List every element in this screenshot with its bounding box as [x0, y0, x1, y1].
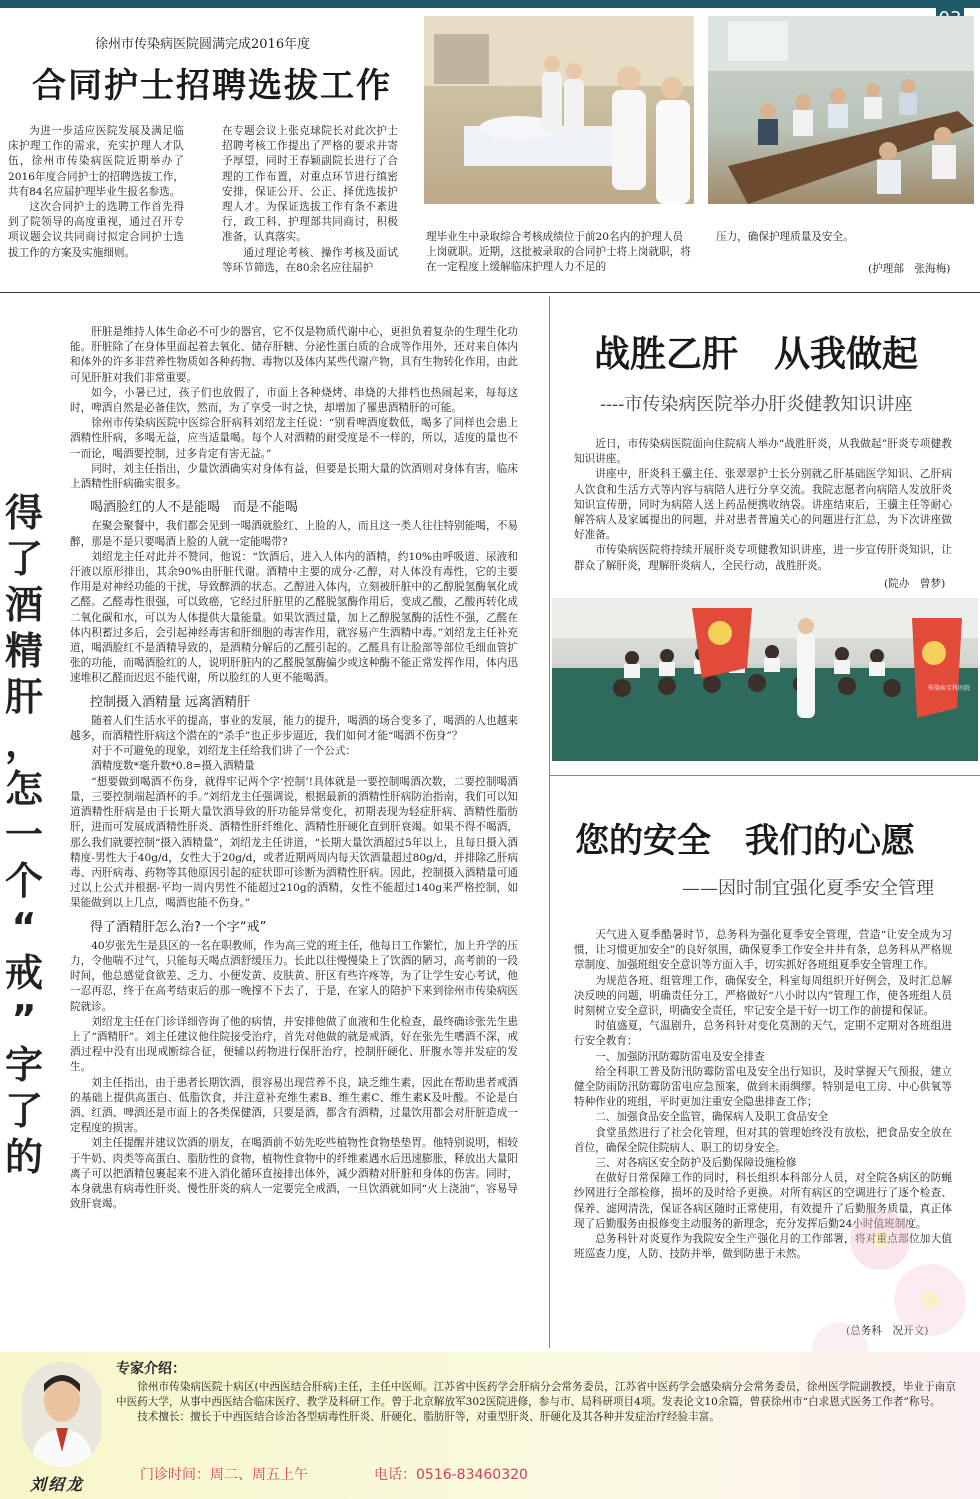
top-color-bar: [0, 0, 980, 8]
expert-portrait: [22, 1362, 102, 1467]
safety-subtitle: ——因时制宜强化夏季安全管理: [682, 878, 934, 899]
subheading: 喝酒脸红的人不是能喝 而是不能喝: [90, 500, 299, 516]
expert-signature: 刘绍龙: [30, 1475, 85, 1494]
subheading: 控制摄入酒精量 远离酒精肝: [90, 694, 251, 710]
top-divider: [0, 292, 980, 293]
paragraph: 压力，确保护理质量及安全。: [716, 231, 854, 243]
portrait-illustration: [22, 1362, 102, 1467]
paragraph: 随着人们生活水平的提高，事业的发展，能力的提升，喝酒的场合变多了，喝酒的人也越来越多，而酒精性肝病这个潜在的“杀手”也正步步逼近，我们如何才能“喝酒不伤身”？: [70, 714, 518, 743]
paragraph: 在聚会聚餐中，我们都会见到一喝酒就脸红、上脸的人，而且这一类人往往特别能喝，不易醉，那是不是只要喝酒上脸的人就一定能喝带?: [70, 520, 518, 548]
safety-title: 您的安全 我们的心愿: [575, 821, 915, 861]
top-title: 合同护士招聘选拔工作: [32, 66, 392, 106]
paragraph: 刘绍龙主任对此并不赞同，他说：“饮酒后，进入人体内的酒精，约10%由呼吸道、尿液和汗液以原形排出，其余90%由肝脏代谢。酒精中主要的成分-乙醇，对人体没有毒性，它的主要作用是对神经功能的干扰，导致醉酒的状态。乙醇进入体内，立刻被肝脏中的乙醇脱氢酶氧化成乙醛。乙醛毒性很强，可以致癌，它经过肝脏里的乙醛脱氢酶作用后，变成乙酸，乙酸再转化成二氧化碳和水，可以为人体提供大量能量。如果饮酒过量，加上乙醇脱氢酶的活性不强，乙醛在体内积蓄过多后，会引起神经毒害和肝细胞的毒害作用，就容易产生酒精中毒。”刘绍龙主任补充道，喝酒脸红不是酒精导致的，是酒精分解后的乙醛引起的。乙醛具有让脸部等部位毛细血管扩张的功能，而喝酒脸红的人，说明肝脏内的乙醛脱氢酶偏少或这种酶不能正常发挥作用，体内迅速堆积乙醛而迟迟不能代谢，所以脸红的人更不能喝酒。: [70, 550, 518, 685]
safety-byline: (总务科 况开文): [846, 1325, 929, 1337]
hep-body: [574, 437, 952, 574]
hep-subtitle: ----市传染病医院举办肝炎健教知识讲座: [600, 394, 913, 415]
banner-text: 传染病专科医院: [928, 685, 971, 692]
paragraph: 同时，刘主任指出，少量饮酒确实对身体有益，但要是长期大量的饮酒则对身体有害，临床上酒精性肝病确实很多。: [70, 462, 518, 491]
formula: 酒精度数*毫升数*0.8=摄入酒精量: [91, 760, 255, 773]
paragraph: 为规范各班、组管理工作，确保安全，科室每周组织开好例会，及时汇总解决反映的问题，明确责任分工，严格做好“八小时以内”管理工作，使各班组人员时刻树立安全意识，明确安全责任，牢记安全是干好一切工作的前提和保证。: [574, 974, 952, 1018]
paragraph: 理毕业生中录取综合考核成绩位于前20名内的护理人员上岗就职。近期，这批被录取的合同护士将上岗就职，将在一定程度上缓解临床护理人力不足的: [426, 231, 691, 274]
meeting-photo: [708, 16, 974, 204]
vertical-title: 得 了 酒 精 肝 ， 怎 一 个 “ 戒 ” 字 了 的: [4, 491, 43, 1179]
paragraph: 在做好日常保障工作的同时，科长组织本科部分人员，对全院各病区的防蝇纱网进行全部检修，损坏的及时给予更换。对所有病区的空调进行了逐个检查、保养、滤网清洗，保证各病区随时正常使用，有效提升了后勤服务质量，真正体现了后勤服务由报修变主动服务的新理念，充分发挥后勤24小时值班制度。: [574, 1172, 952, 1230]
paragraph: 一、加强防汛防霉防雷电及安全排查: [595, 1050, 765, 1063]
hep-title: 战胜乙肝 从我做起: [594, 334, 919, 375]
paragraph: 食堂虽然进行了社会化管理，但对其的管理始终没有放松，把食品安全放在首位，确保全院住院病人、职工的切身安全。: [574, 1126, 952, 1154]
nurse-exam-illustration: [424, 16, 694, 204]
paragraph: 刘主任提醒并建议饮酒的朋友，在喝酒前不妨先吃些植物性食物垫垫胃。他特别说明，相较于牛奶、肉类等高蛋白、脂肪性的食物，植物性食物中的纤维素遇水后迅速膨胀，释放出大量阳离子可以把酒精包裹起来不进入消化循环直接排出体外，减少酒精对肝脏和身体的伤害。同时，本身就患有病毒性肝炎、慢性肝炎的病人一定要完全戒酒，一旦饮酒就如同“火上浇油”，容易导致肝衰竭。: [70, 1137, 518, 1211]
lecture-illustration: [552, 598, 978, 761]
paragraph: 市传染病医院将持续开展肝炎专项健教知识讲座，进一步宣传肝炎知识，让群众了解肝炎，理解肝炎病人，全民行动，战胜肝炎。: [574, 544, 952, 572]
hep-byline: (院办 曾梦): [884, 578, 946, 590]
paragraph: 徐州市传染病医院中医综合肝病科刘绍龙主任说：“别看啤酒度数低，喝多了同样也会患上酒精性肝病，多喝无益，应当适量喝。每个人对酒精的耐受度是不一样的，所以，适度的量也不一而论，喝酒要控制，过多肯定有害无益。”: [70, 417, 518, 460]
lecture-photo: [552, 598, 978, 761]
nurse-exam-photo: [424, 16, 694, 204]
top-byline: (护理部 张海梅): [868, 263, 951, 275]
top-col-3: [426, 230, 691, 276]
paragraph: “想要做到喝酒不伤身，就得牢记两个字‘控制’!具体就是一要控制喝酒次数，二要控制喝酒量，三要控制端起酒杯的手。”刘绍龙主任强调说，根据最新的酒精性肝病防治指南，我们可以知道酒精性肝病是由于长期大量饮酒导致的肝功能异常变化，初期表现为轻症肝病、酒精性脂肪肝，进而可发展成酒精性肝炎、酒精性肝纤维化、酒精性肝硬化直到肝衰竭。如果不得不喝酒，那么我们就要控制“摄入酒精量”，刘绍龙主任讲道，“长期大量饮酒超过5年以上，且每日摄入酒精度-男性大于40g/d，女性大于20g/d，或者近期两周内每天饮酒量超过80g/d，并排除乙肝病毒、丙肝病毒、药物等其他原因引起的症状即可诊断为酒精性肝病。因此，控制摄入酒精量可通过以上公式并根据-平均一周内男性不能超过210g的酒精，女性不能超过140g来严格控制，如果能做到以上几点，喝酒也能不伤身。”: [70, 775, 518, 910]
expert-bio: [116, 1380, 956, 1426]
top-col-2: [222, 124, 398, 276]
paragraph: 三、对各病区安全防护及后勤保障设施检修: [595, 1157, 797, 1170]
paragraph: 二、加强食品安全监管，确保病人及职工食品安全: [595, 1111, 829, 1124]
phone-number: 电话：0516-83460320: [374, 1467, 528, 1483]
top-kicker: 徐州市传染病医院圆满完成2016年度: [95, 37, 311, 52]
column-divider: [549, 296, 550, 1348]
paragraph: 近日，市传染病医院面向住院病人举办“战胜肝炎，从我做起”肝炎专项健教知识讲座。: [574, 438, 952, 466]
paragraph: 刘绍龙主任在门诊详细咨询了他的病情，并安排他做了血液和生化检查，最终确诊张先生患上了“酒精肝”。刘主任建议他住院接受治疗，首先对他做的就是戒酒，好在张先生嗜酒不深，戒酒过程中没有出现戒断综合征，便辅以药物进行保肝治疗，控制肝硬化、肝腹水等并发症的发生。: [70, 1015, 518, 1074]
paragraph: 徐州市传染病医院十病区(中西医结合肝病)主任，主任中医师。江苏省中医药学会肝病分会常务委员，江苏省中医药学会感染病分会常务委员，徐州医学院副教授，毕业于南京中医药大学，从事中西医结合临床医疗、教学及科研工作。曾于北京解放军302医院进修，参与市、局科研项目4项。发表论文10余篇，曾获徐州市“白求恩式医务工作者”称号。: [116, 1381, 956, 1409]
top-col-4: [716, 230, 974, 245]
paragraph: 刘主任指出，由于患者长期饮酒，很容易出现营养不良，缺乏维生素，因此在帮助患者戒酒的基础上提供高蛋白、低脂饮食，并注意补充维生素B、维生素C、维生素K及叶酸。不论是白酒、红酒、啤酒还是市面上的各类保健酒，只要是酒，都含有酒精，过量饮用都会对肝脏造成一定程度的损害。: [70, 1076, 518, 1135]
right-divider: [550, 775, 980, 776]
paragraph: 40岁张先生是县区的一名在职教师，作为高三党的班主任，他每日工作繁忙，加上升学的压力，令他喘不过气，只能每天喝点酒舒缓压力。长此以往慢慢染上了饮酒的陋习，高考前的一段时间，他总感觉食欲差、乏力、小便发黄、皮肤黄、肝区有些许疼等，为了让学生安心考试，他一忍再忍，终于在高考结束后的那一晚撑不下去了，于是，在家人的陪护下来到徐州市传染病医院就诊。: [70, 939, 518, 1013]
subheading: 得了酒精肝怎么治?一个字“戒”: [90, 919, 267, 935]
paragraph: 在专题会议上张克球院长对此次护士招聘考核工作提出了严格的要求并寄予厚望，同时王春颖副院长进行了合理的工作布置，对重点环节进行缜密安排，保证公开、公正、择优选拔护理人才。为保证选拔工作有条不紊进行，政工科、护理部共同商讨，积极准备，认真落实。: [222, 125, 398, 244]
paragraph: 时值盛夏，气温剧升，总务科针对变化莫测的天气，定期不定期对各班组进行安全教育：: [574, 1020, 952, 1048]
paragraph: 给全科职工普及防汛防霉防雷电及安全出行知识，及时掌握天气预报，建立健全防雨防汛防霉防雷电应急预案，做到未雨绸缪。特别是电工房、中心供氧等特种作业的班组，平时更加注重安全隐患排查工作；: [574, 1065, 952, 1109]
expert-heading: 专家介绍：: [116, 1361, 186, 1377]
paragraph: 技术擅长：擅长于中西医结合诊治各型病毒性肝炎、肝硬化、脂肪肝等，对重型肝炎、肝硬化及其各种并发症治疗经验丰富。: [137, 1411, 720, 1424]
paragraph: 为进一步适应医院发展及满足临床护理工作的需求，充实护理人才队伍，徐州市传染病医院近期举办了2016年度合同护士的招聘选拔工作，共有84名应届护理毕业生报名参选。: [8, 125, 184, 198]
paragraph: 通过理论考核、操作考核及面试等环节筛选，在80余名应往届护: [222, 246, 398, 274]
paragraph: 这次合同护士的选聘工作首先得到了院领导的高度重视，通过召开专项议题会议共同商讨拟定合同护士选拔工作的方案及实施细则。: [8, 201, 184, 259]
paragraph: 总务科针对炎夏作为我院安全生产强化月的工作部署，将对重点部位加大值班巡查力度，人防、技防并举，做到防患于未然。: [574, 1233, 952, 1261]
paragraph: 天气进入夏季酷暑时节，总务科为强化夏季安全管理，营造“让安全成为习惯，让习惯更加安全”的良好氛围，确保夏季工作安全井井有条，总务科从严格规章制度、加强班组安全意识等方面入手，切实抓好各班组夏季安全管理工作。: [574, 929, 952, 972]
paragraph: 如今，小暑已过，孩子们也放假了，市面上各种烧烤、串烧的大排档也热闹起来，每每这时，啤酒自然是必备佳饮，然而，为了享受一时之快，却增加了罹患酒精肝的可能。: [70, 386, 518, 415]
paragraph: 对于不可避免的现象，刘绍龙主任给我们讲了一个公式：: [91, 745, 357, 758]
liver-article-body: [70, 325, 518, 1212]
meeting-illustration: [708, 16, 974, 204]
paragraph: 讲座中，肝炎科王骥主任、张翠翠护士长分别就乙肝基础医学知识、乙肝病人饮食和生活方式等内容与病陪人进行分享交流。我院志愿者向病陪人发放肝炎知识宣传册，同时为病陪人送上药品便携收纳袋。讲座结束后，王骥主任等耐心解答病人及家属提出的问题，并对患者普遍关心的问题进行汇总，为下次讲座做好准备。: [574, 468, 952, 542]
top-col-1: [8, 124, 184, 261]
clinic-hours: 门诊时间：周二、周五上午: [140, 1467, 308, 1483]
expert-footer: [0, 1352, 980, 1499]
paragraph: 肝脏是维持人体生命必不可少的器官，它不仅是物质代谢中心，更担负着复杂的生理生化功能。肝脏除了在身体里面起着去氧化、储存肝糖、分泌性蛋白质的合成等作用外，还对来自体内和体外的许多非营养性物质如各种药物、毒物以及体内某些代谢产物，具有生物转化作用，由此可见肝脏对我们非常重要。: [70, 326, 518, 384]
